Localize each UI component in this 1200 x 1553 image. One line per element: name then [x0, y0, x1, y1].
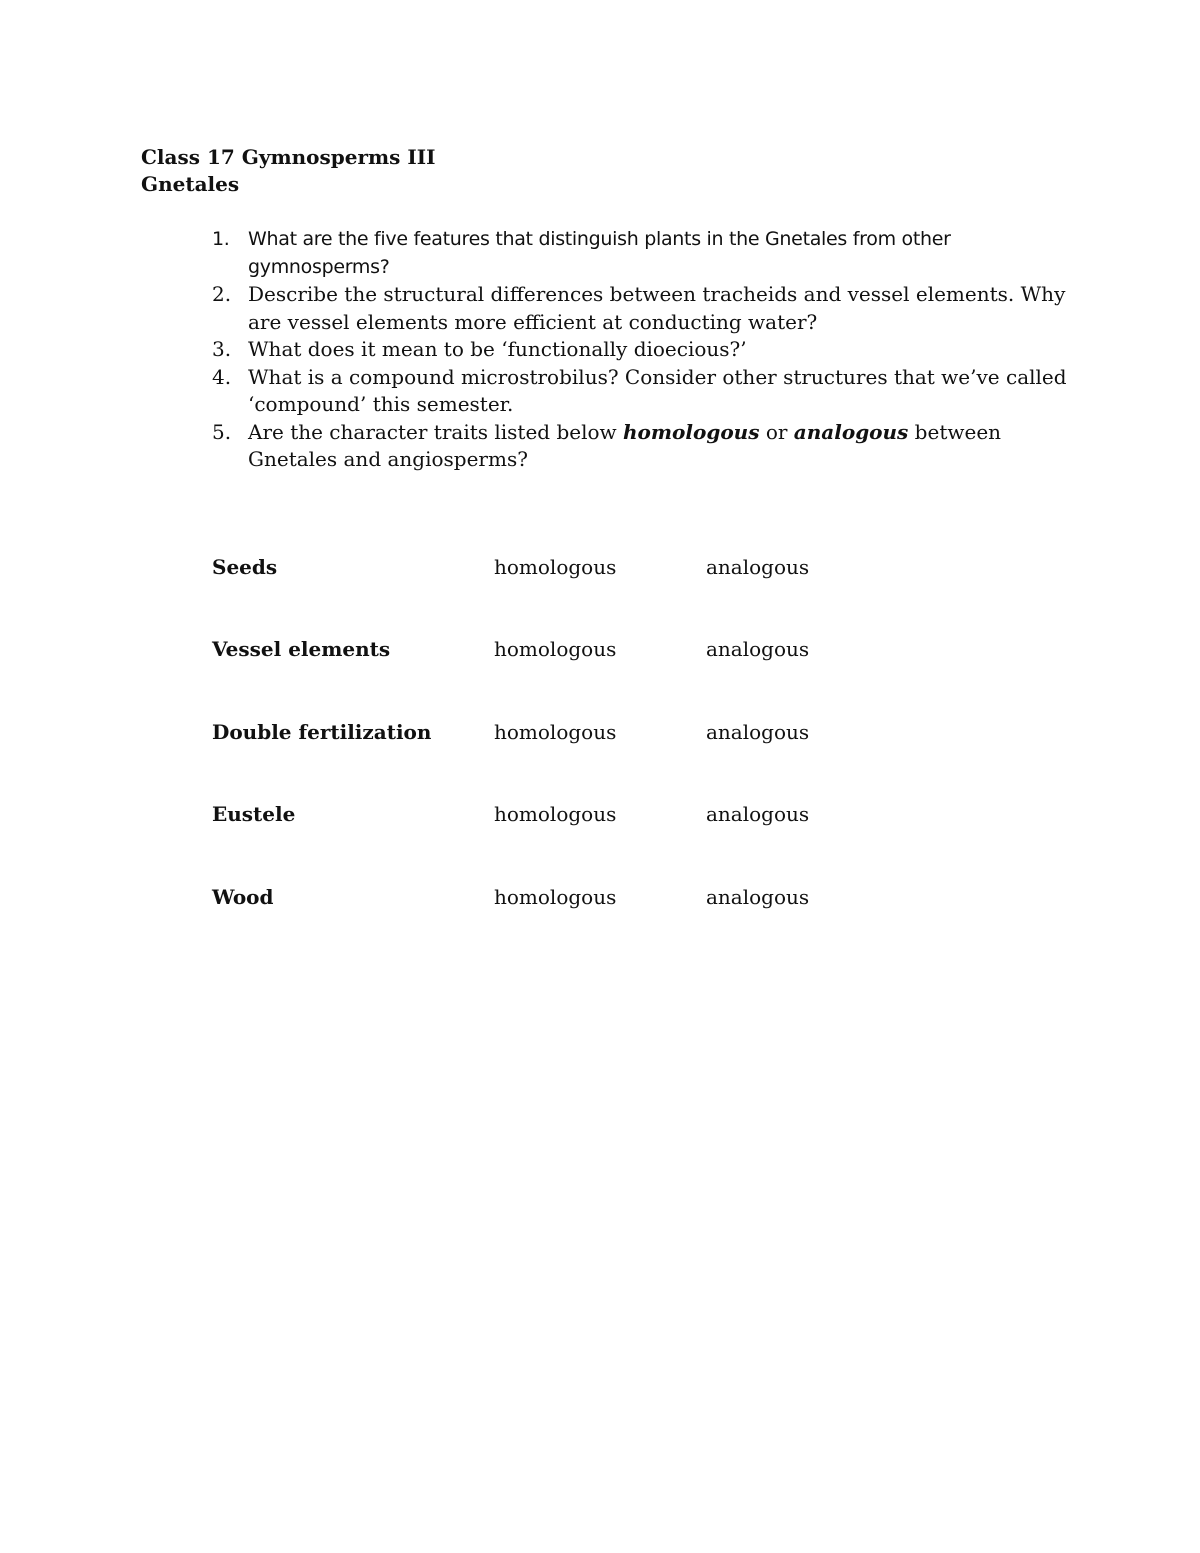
question-number: 3. [212, 337, 232, 361]
option-homologous: homologous [494, 555, 617, 579]
trait-name: Double fertilization [212, 720, 432, 744]
question-list [212, 226, 1072, 474]
trait-row-double-fertilization [212, 717, 912, 747]
question-item [212, 281, 1072, 336]
trait-name: Seeds [212, 555, 278, 579]
question-text-mid: or [759, 419, 794, 444]
question-item [212, 364, 1072, 419]
trait-row-eustele [212, 799, 912, 829]
option-homologous: homologous [494, 637, 617, 661]
option-homologous: homologous [494, 720, 617, 744]
document-title: Class 17 Gymnosperms III [141, 145, 436, 169]
emphasis-analogous: analogous [793, 419, 909, 444]
trait-name: Wood [212, 885, 274, 909]
trait-row-wood [212, 882, 912, 912]
question-number: 4. [212, 364, 232, 389]
question-number: 1. [212, 228, 230, 250]
option-analogous: analogous [706, 720, 810, 744]
question-text-start: Are the character traits listed below [248, 419, 624, 444]
option-analogous: analogous [706, 885, 810, 909]
option-analogous: analogous [706, 555, 810, 579]
question-text: Describe the structural differences between tracheids and vessel elements. Why are vessel elements more efficient at conducting water? [248, 282, 1066, 334]
question-item [212, 226, 1072, 281]
trait-name: Eustele [212, 802, 296, 826]
trait-row-vessel-elements [212, 634, 912, 664]
question-text-end: between Gnetales and angiosperms? [248, 419, 1002, 471]
question-text: What are the five features that distinguish plants in the Gnetales from other gymnosperms? [248, 228, 951, 278]
document-subtitle: Gnetales [141, 172, 240, 196]
option-analogous: analogous [706, 637, 810, 661]
option-homologous: homologous [494, 885, 617, 909]
option-homologous: homologous [494, 802, 617, 826]
question-item [212, 336, 1072, 364]
question-text: What is a compound microstrobilus? Consider other structures that we’ve called ‘compound’ this semester. [248, 364, 1067, 416]
question-text: What does it mean to be ‘functionally dioecious?’ [248, 337, 747, 361]
question-item [212, 419, 1072, 474]
trait-name: Vessel elements [212, 637, 391, 661]
question-number: 5. [212, 419, 232, 444]
option-analogous: analogous [706, 802, 810, 826]
question-number: 2. [212, 282, 232, 306]
emphasis-homologous: homologous [623, 419, 760, 444]
trait-row-seeds [212, 552, 912, 582]
